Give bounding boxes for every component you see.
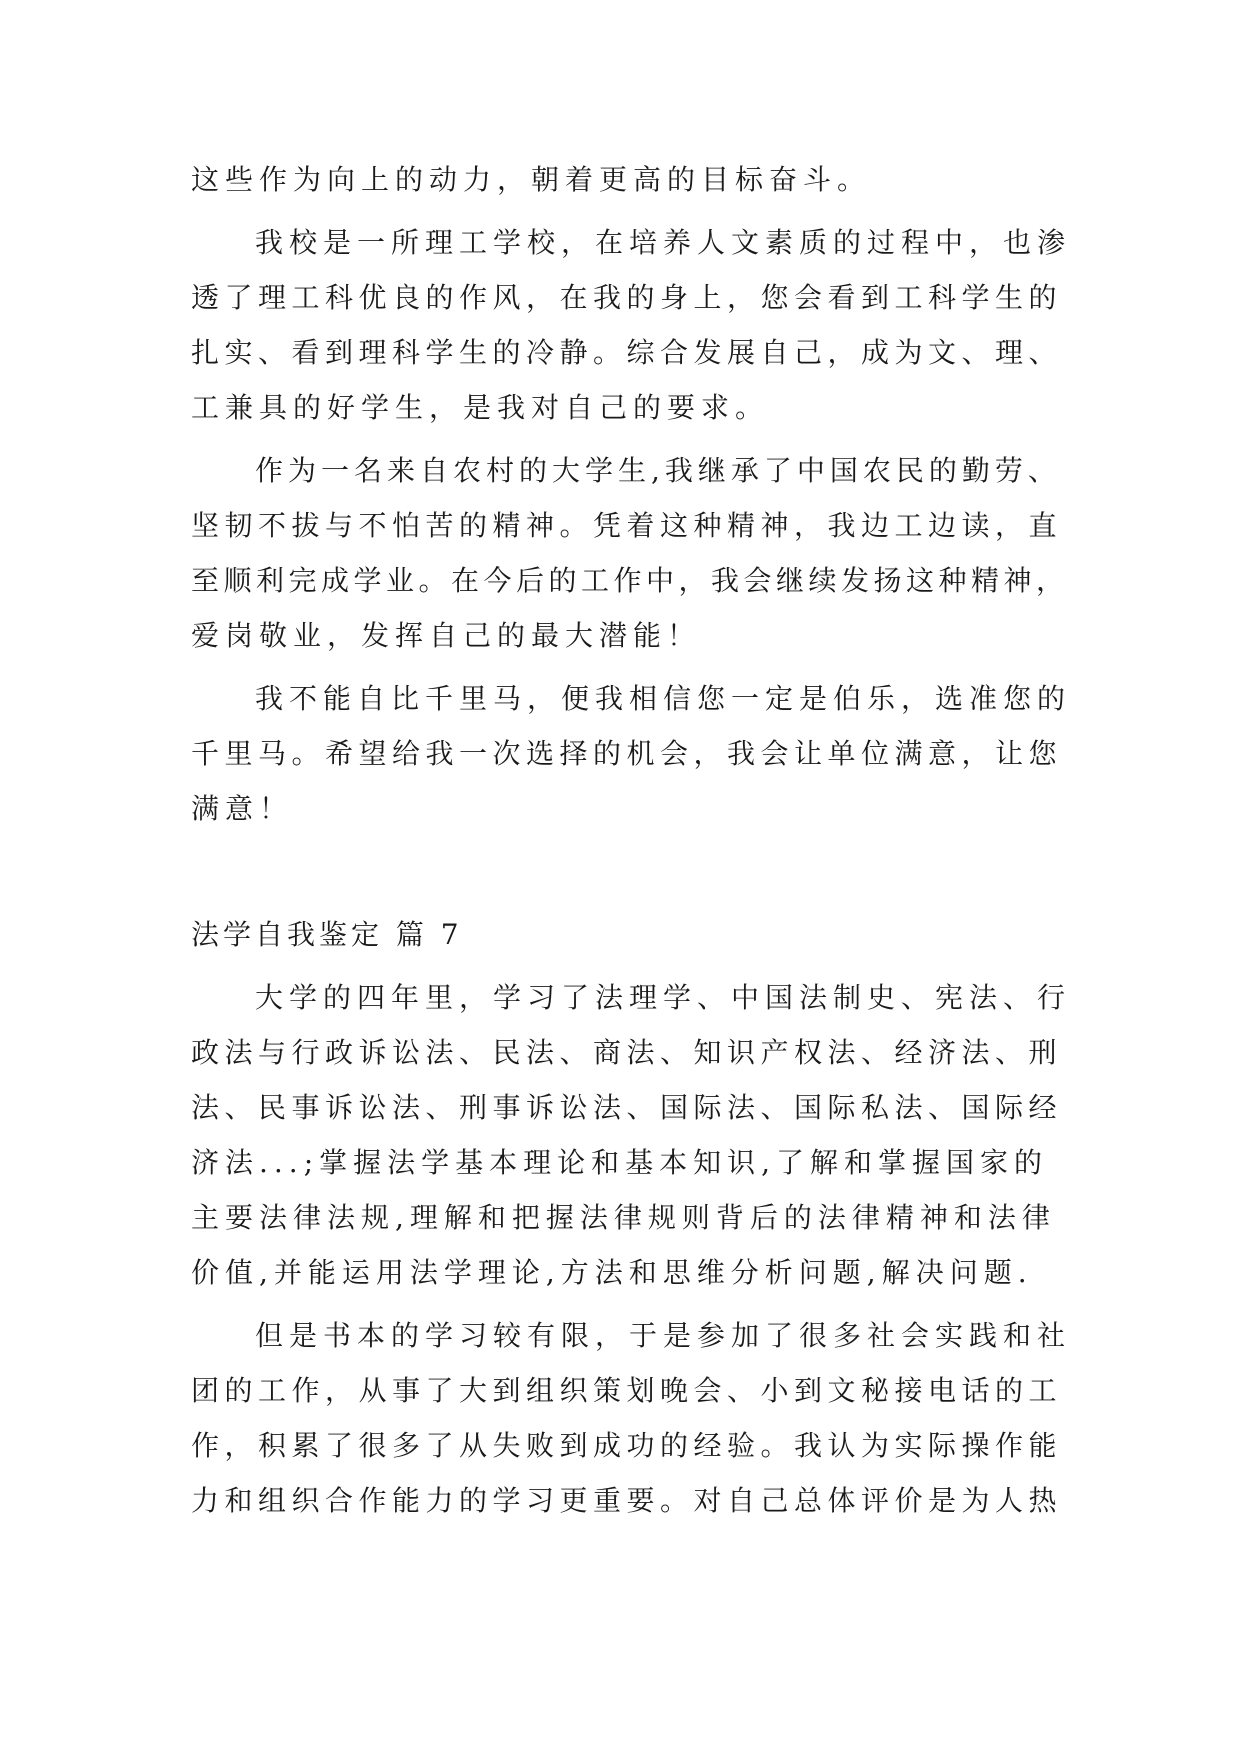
text-line: 政法与行政诉讼法、民法、商法、知识产权法、经济法、刑 xyxy=(191,1036,1063,1069)
paragraph-first-line: 但是书本的学习较有限，于是参加了很多社会实践和社 xyxy=(255,1319,1072,1352)
text-line: 扎实、看到理科学生的冷静。综合发展自己，成为文、理、 xyxy=(191,336,1063,369)
text-line: 至顺利完成学业。在今后的工作中，我会继续发扬这种精神， xyxy=(191,564,1069,597)
text-line: 满意！ xyxy=(191,792,294,825)
section-heading: 法学自我鉴定 篇 7 xyxy=(191,918,463,951)
text-line: 作，积累了很多了从失败到成功的经验。我认为实际操作能 xyxy=(191,1429,1063,1462)
paragraph-first-line: 大学的四年里，学习了法理学、中国法制史、宪法、行 xyxy=(255,981,1072,1014)
text-line: 透了理工科优良的作风，在我的身上，您会看到工科学生的 xyxy=(191,281,1063,314)
text-line: 这些作为向上的动力，朝着更高的目标奋斗。 xyxy=(191,163,872,196)
text-line: 主要法律法规,理解和把握法律规则背后的法律精神和法律 xyxy=(191,1201,1056,1234)
paragraph-first-line: 作为一名来自农村的大学生,我继承了中国农民的勤劳、 xyxy=(255,454,1061,487)
paragraph-first-line: 我不能自比千里马，便我相信您一定是伯乐，选准您的 xyxy=(255,682,1072,715)
paragraph-first-line: 我校是一所理工学校，在培养人文素质的过程中，也渗 xyxy=(255,226,1072,259)
text-line: 法、民事诉讼法、刑事诉讼法、国际法、国际私法、国际经 xyxy=(191,1091,1063,1124)
text-line: 爱岗敬业，发挥自己的最大潜能！ xyxy=(191,619,702,652)
text-line: 团的工作，从事了大到组织策划晚会、小到文秘接电话的工 xyxy=(191,1374,1063,1407)
text-line: 力和组织合作能力的学习更重要。对自己总体评价是为人热 xyxy=(191,1484,1063,1517)
text-line: 价值,并能运用法学理论,方法和思维分析问题,解决问题. xyxy=(191,1256,1033,1289)
text-line: 千里马。希望给我一次选择的机会，我会让单位满意，让您 xyxy=(191,737,1063,770)
text-line: 坚韧不拔与不怕苦的精神。凭着这种精神，我边工边读，直 xyxy=(191,509,1063,542)
text-line: 济法...;掌握法学基本理论和基本知识,了解和掌握国家的 xyxy=(191,1146,1049,1179)
text-line: 工兼具的好学生，是我对自己的要求。 xyxy=(191,391,770,424)
